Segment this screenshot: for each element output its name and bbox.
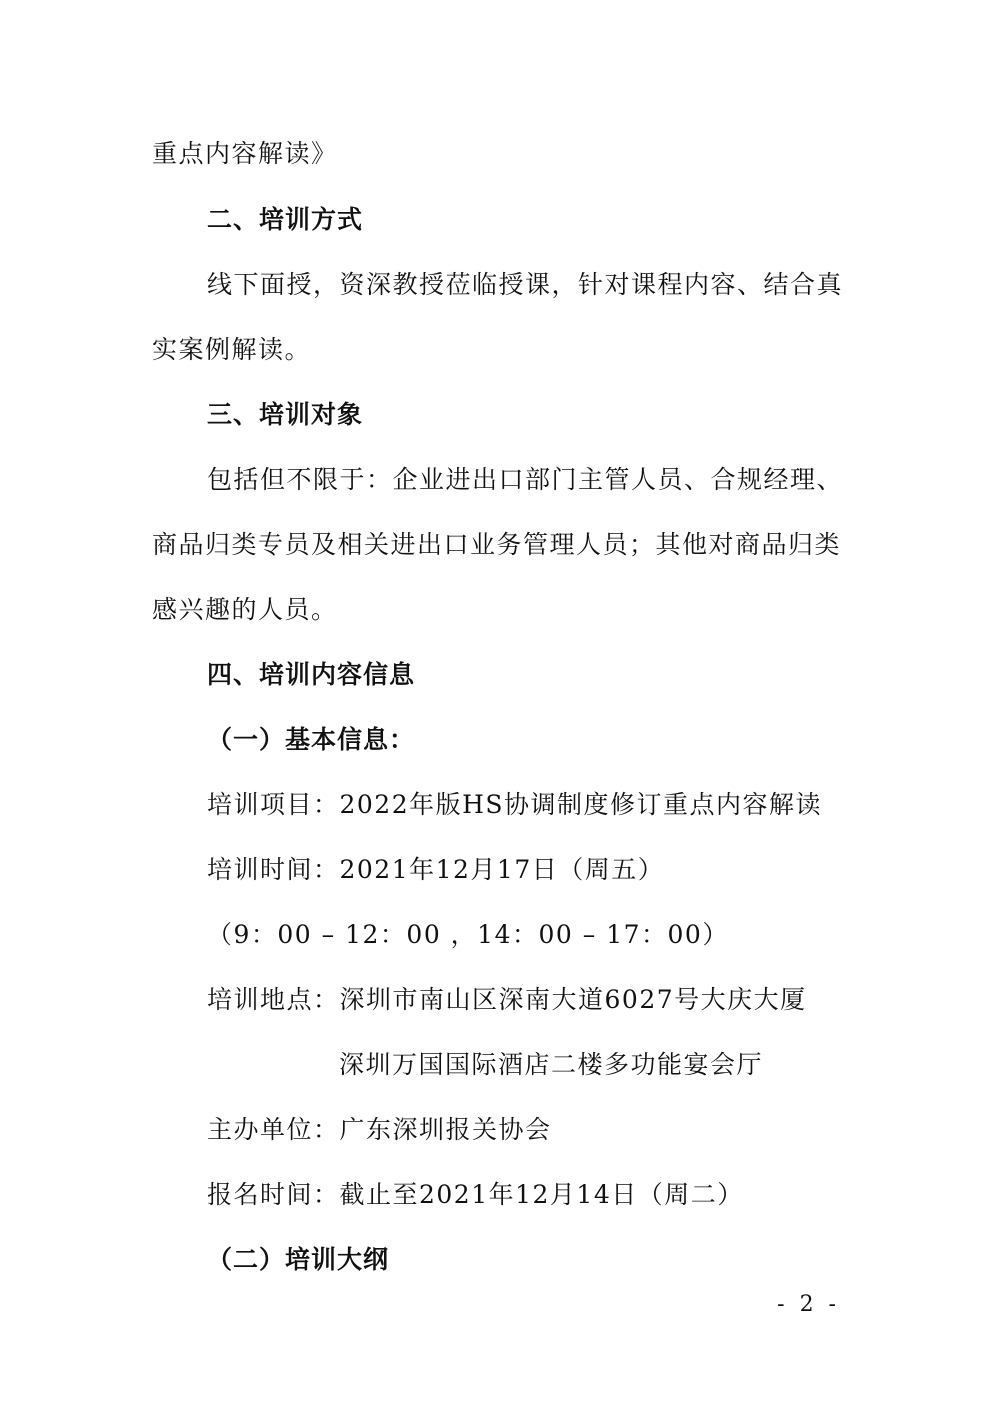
info-training-location: 培训地点：深圳市南山区深南大道6027号大庆大厦 <box>207 985 807 1014</box>
subsection-heading-training-outline: （二）培训大纲 <box>207 1245 390 1274</box>
info-training-time-slots: （9：00 – 12：00 ，14：00 – 17：00） <box>207 920 729 949</box>
info-training-time: 培训时间：2021年12月17日（周五） <box>207 855 665 884</box>
paragraph-training-method-line1: 线下面授，资深教授莅临授课，针对课程内容、结合真 <box>207 270 844 299</box>
section-heading-training-method: 二、培训方式 <box>207 205 364 234</box>
page-number: - 2 - <box>777 1292 840 1317</box>
paragraph-training-method-line2: 实案例解读。 <box>152 335 312 364</box>
info-registration-deadline: 报名时间：截止至2021年12月14日（周二） <box>207 1180 744 1209</box>
section-heading-training-content: 四、培训内容信息 <box>207 660 416 689</box>
subsection-heading-basic-info: （一）基本信息： <box>207 725 416 754</box>
paragraph-training-audience-line3: 感兴趣的人员。 <box>152 595 338 624</box>
section-heading-training-audience: 三、培训对象 <box>207 400 364 429</box>
info-training-project: 培训项目：2022年版HS协调制度修订重点内容解读 <box>207 790 823 819</box>
paragraph-training-audience-line1: 包括但不限于：企业进出口部门主管人员、合规经理、 <box>207 465 844 494</box>
info-organizer: 主办单位：广东深圳报关协会 <box>207 1115 552 1144</box>
continuation-text: 重点内容解读》 <box>152 139 338 168</box>
paragraph-training-audience-line2: 商品归类专员及相关进出口业务管理人员；其他对商品归类 <box>152 530 842 559</box>
info-training-location-line2: 深圳万国国际酒店二楼多功能宴会厅 <box>339 1050 764 1079</box>
